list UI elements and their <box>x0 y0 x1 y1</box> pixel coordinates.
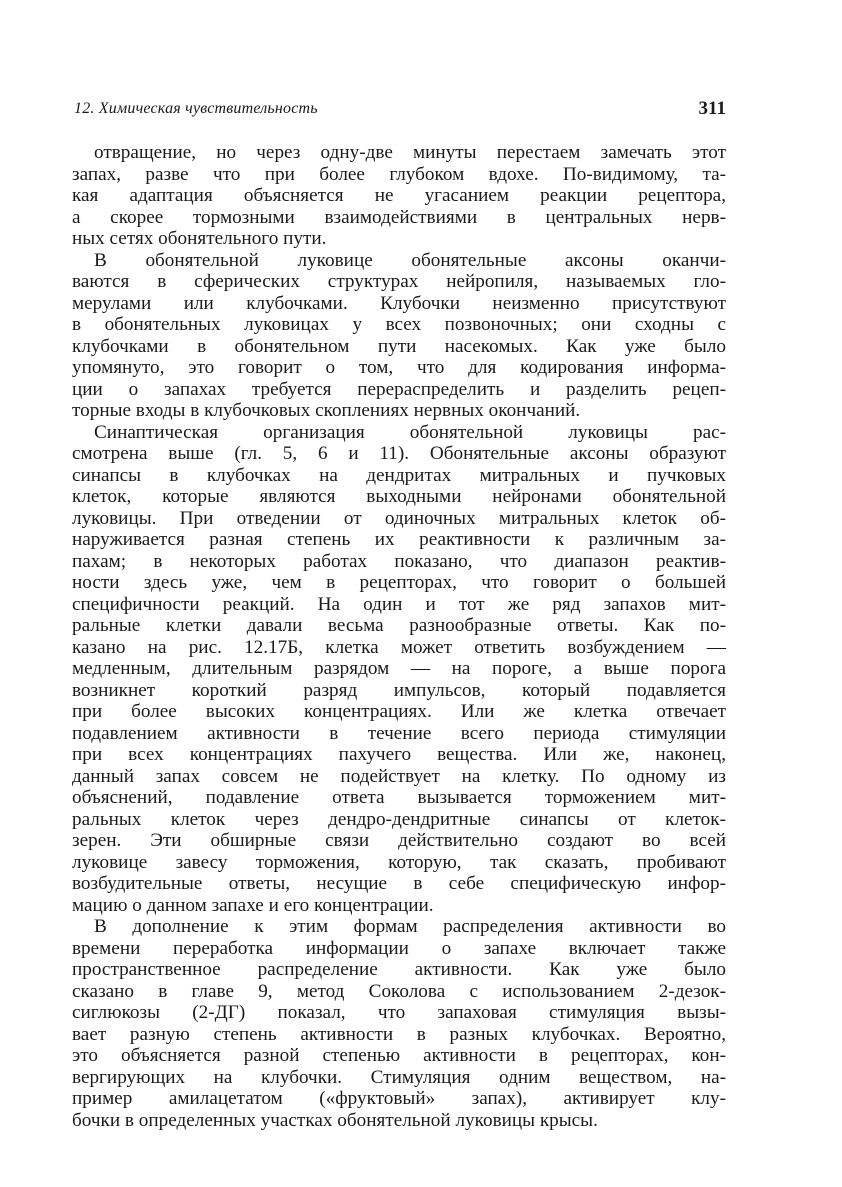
text-line: сиглюкозы (2-ДГ) показал, что запаховая стимуляция вызы- <box>72 1002 726 1023</box>
text-line: мацию о данном запахе и его концентрации. <box>72 894 434 916</box>
text-line: синапсы в клубочках на дендритах митральных и пучковых <box>72 464 726 486</box>
text-line: кая адаптация объясняется не угасанием реакции рецептора, <box>72 185 726 206</box>
text-line: луковице завесу торможения, которую, так сказать, пробивают <box>72 851 726 873</box>
paragraph <box>72 916 726 1131</box>
text-line: ности здесь уже, чем в рецепторах, что говорит о большей <box>72 572 726 593</box>
text-line: пахам; в некоторых работах показано, что диапазон реактив- <box>72 550 726 572</box>
text-line: В обонятельной луковице обонятельные аксоны оканчи- <box>94 249 726 271</box>
text-line: ральные клетки давали весьма разнообразные ответы. Как по- <box>72 615 726 636</box>
body-text <box>72 142 726 1131</box>
text-line: объяснений, подавление ответа вызывается торможением мит- <box>72 787 726 808</box>
text-line: казано на рис. 12.17Б, клетка может ответить возбуждением — <box>72 636 726 658</box>
paragraph <box>72 250 726 422</box>
text-line: ции о запахах требуется перераспределить и разделить рецеп- <box>72 378 726 400</box>
text-line: пример амилацетатом («фруктовый» запах), активирует клу- <box>72 1088 726 1109</box>
text-line: наруживается разная степень их реактивности к различным за- <box>72 529 726 550</box>
text-line: вергирующих на клубочки. Стимуляция одним веществом, на- <box>72 1066 726 1088</box>
text-line: клубочками в обонятельном пути насекомых. Как уже было <box>72 335 726 357</box>
text-line: ваются в сферических структурах нейропиля, называемых гло- <box>72 271 726 292</box>
text-line: клеток, которые являются выходными нейронами обонятельной <box>72 486 726 507</box>
text-line: специфичности реакций. На один и тот же ряд запахов мит- <box>72 593 726 615</box>
text-line: медленным, длительным разрядом — на пороге, а выше порога <box>72 658 726 679</box>
text-line: упомянуто, это говорит о том, что для кодирования информа- <box>72 357 726 378</box>
paragraph <box>72 422 726 917</box>
text-line: торные входы в клубочковых скоплениях нервных окончаний. <box>72 400 581 421</box>
text-line: сказано в главе 9, метод Соколова с использованием 2-дезок- <box>72 980 726 1002</box>
text-line: ных сетях обонятельного пути. <box>72 228 327 249</box>
text-line: бочки в определенных участках обонятельной луковицы крысы. <box>72 1109 598 1131</box>
text-line: это объясняется разной степенью активности в рецепторах, кон- <box>72 1045 726 1066</box>
text-line: запах, разве что при более глубоком вдохе. По-видимому, та- <box>72 163 726 185</box>
text-line: времени переработка информации о запахе включает также <box>72 937 726 959</box>
text-line: смотрена выше (гл. 5, 6 и 11). Обонятельные аксоны образуют <box>72 443 726 464</box>
text-line: зерен. Эти обширные связи действительно создают во всей <box>72 830 726 851</box>
text-line: отвращение, но через одну-две минуты перестаем замечать этот <box>94 142 726 163</box>
text-line: данный запах совсем не подействует на клетку. По одному из <box>72 765 726 787</box>
text-line: а скорее тормозными взаимодействиями в центральных нерв- <box>72 206 726 228</box>
text-line: возникнет короткий разряд импульсов, который подавляется <box>72 679 726 701</box>
page-header <box>74 98 726 124</box>
text-line: пространственное распределение активности. Как уже было <box>72 959 726 980</box>
running-head: 12. Химическая чувствительность <box>74 100 318 117</box>
text-line: при всех концентрациях пахучего вещества. Или же, наконец, <box>72 744 726 765</box>
text-line: В дополнение к этим формам распределения активности во <box>94 916 726 937</box>
text-line: ральных клеток через дендро-дендритные синапсы от клеток- <box>72 808 726 830</box>
text-line: Синаптическая организация обонятельной луковицы рас- <box>94 421 726 443</box>
text-line: возбудительные ответы, несущие в себе специфическую инфор- <box>72 873 726 894</box>
text-line: мерулами или клубочками. Клубочки неизменно присутствуют <box>72 292 726 314</box>
text-line: подавлением активности в течение всего периода стимуляции <box>72 722 726 744</box>
text-line: при более высоких концентрациях. Или же клетка отвечает <box>72 701 726 722</box>
paragraph <box>72 142 726 250</box>
text-line: в обонятельных луковицах у всех позвоночных; они сходны с <box>72 314 726 335</box>
text-line: луковицы. При отведении от одиночных митральных клеток об- <box>72 507 726 529</box>
page-number: 311 <box>698 98 726 119</box>
text-line: вает разную степень активности в разных клубочках. Вероятно, <box>72 1023 726 1045</box>
